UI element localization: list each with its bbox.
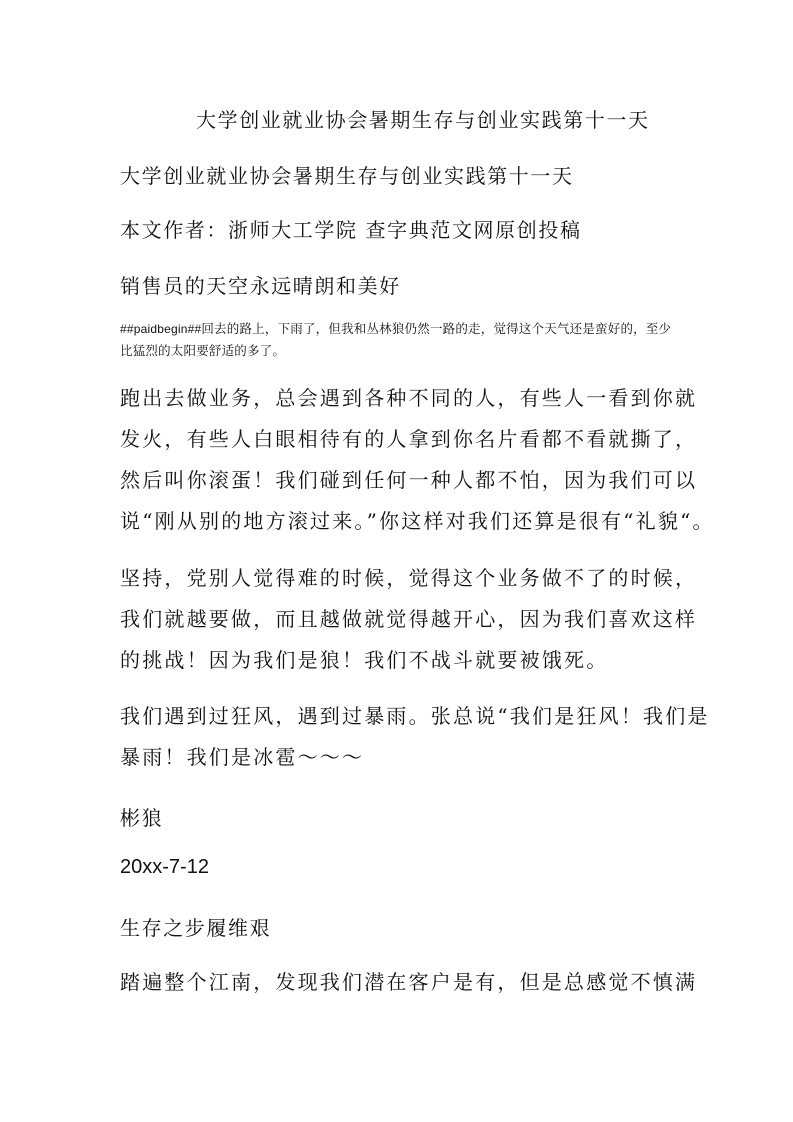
paragraph-line: 跑出去做业务，总会遇到各种不同的人，有些人一看到你就 (120, 386, 698, 410)
paragraph-line: 我们就越要做，而且越做就觉得越开心，因为我们喜欢这样 (120, 607, 698, 631)
paragraph-2 (120, 558, 698, 681)
paragraph-3 (120, 696, 710, 778)
article-heading: 大学创业就业协会暑期生存与创业实践第十一天 (120, 164, 574, 188)
paragraph-4 (120, 962, 698, 1003)
intro-paragraph (120, 318, 680, 362)
paragraph-line: 踏遍整个江南，发现我们潜在客户是有，但是总感觉不慎满 (120, 970, 698, 994)
paragraph-line: 的挑战！因为我们是狼！我们不战斗就要被饿死。 (120, 648, 609, 672)
paid-begin-tag: ##paidbegin## (120, 322, 202, 336)
paragraph-line: 坚持，党别人觉得难的时候，觉得这个业务做不了的时候， (120, 566, 698, 590)
paragraph-1 (120, 378, 715, 542)
document-title: 大学创业就业协会暑期生存与创业实践第十一天 (196, 108, 650, 132)
section-title: 销售员的天空永远晴朗和美好 (120, 274, 401, 298)
author-line: 本文作者：浙师大工学院 查字典范文网原创投稿 (120, 218, 582, 242)
paragraph-line: 然后叫你滚蛋！我们碰到任何一种人都不怕，因为我们可以 (120, 468, 698, 492)
paragraph-line: 暴雨！我们是冰雹～～～ (120, 745, 365, 769)
paragraph-line: 我们遇到过狂风，遇到过暴雨。张总说“我们是狂风！我们是 (120, 704, 710, 728)
date-line: 20xx-7-12 (120, 856, 209, 878)
intro-text: 回去的路上，下雨了，但我和丛林狼仍然一路的走，觉得这个天气还是蛮好的，至少比猛烈的太阳要舒适的多了。 (120, 321, 672, 358)
signature: 彬狼 (120, 806, 164, 830)
section2-title: 生存之步履维艰 (120, 916, 272, 940)
paragraph-line: 发火，有些人白眼相待有的人拿到你名片看都不看就撕了， (120, 427, 698, 451)
paragraph-line: 说“刚从别的地方滚过来。”你这样对我们还算是很有“礼貌“。 (120, 509, 715, 533)
